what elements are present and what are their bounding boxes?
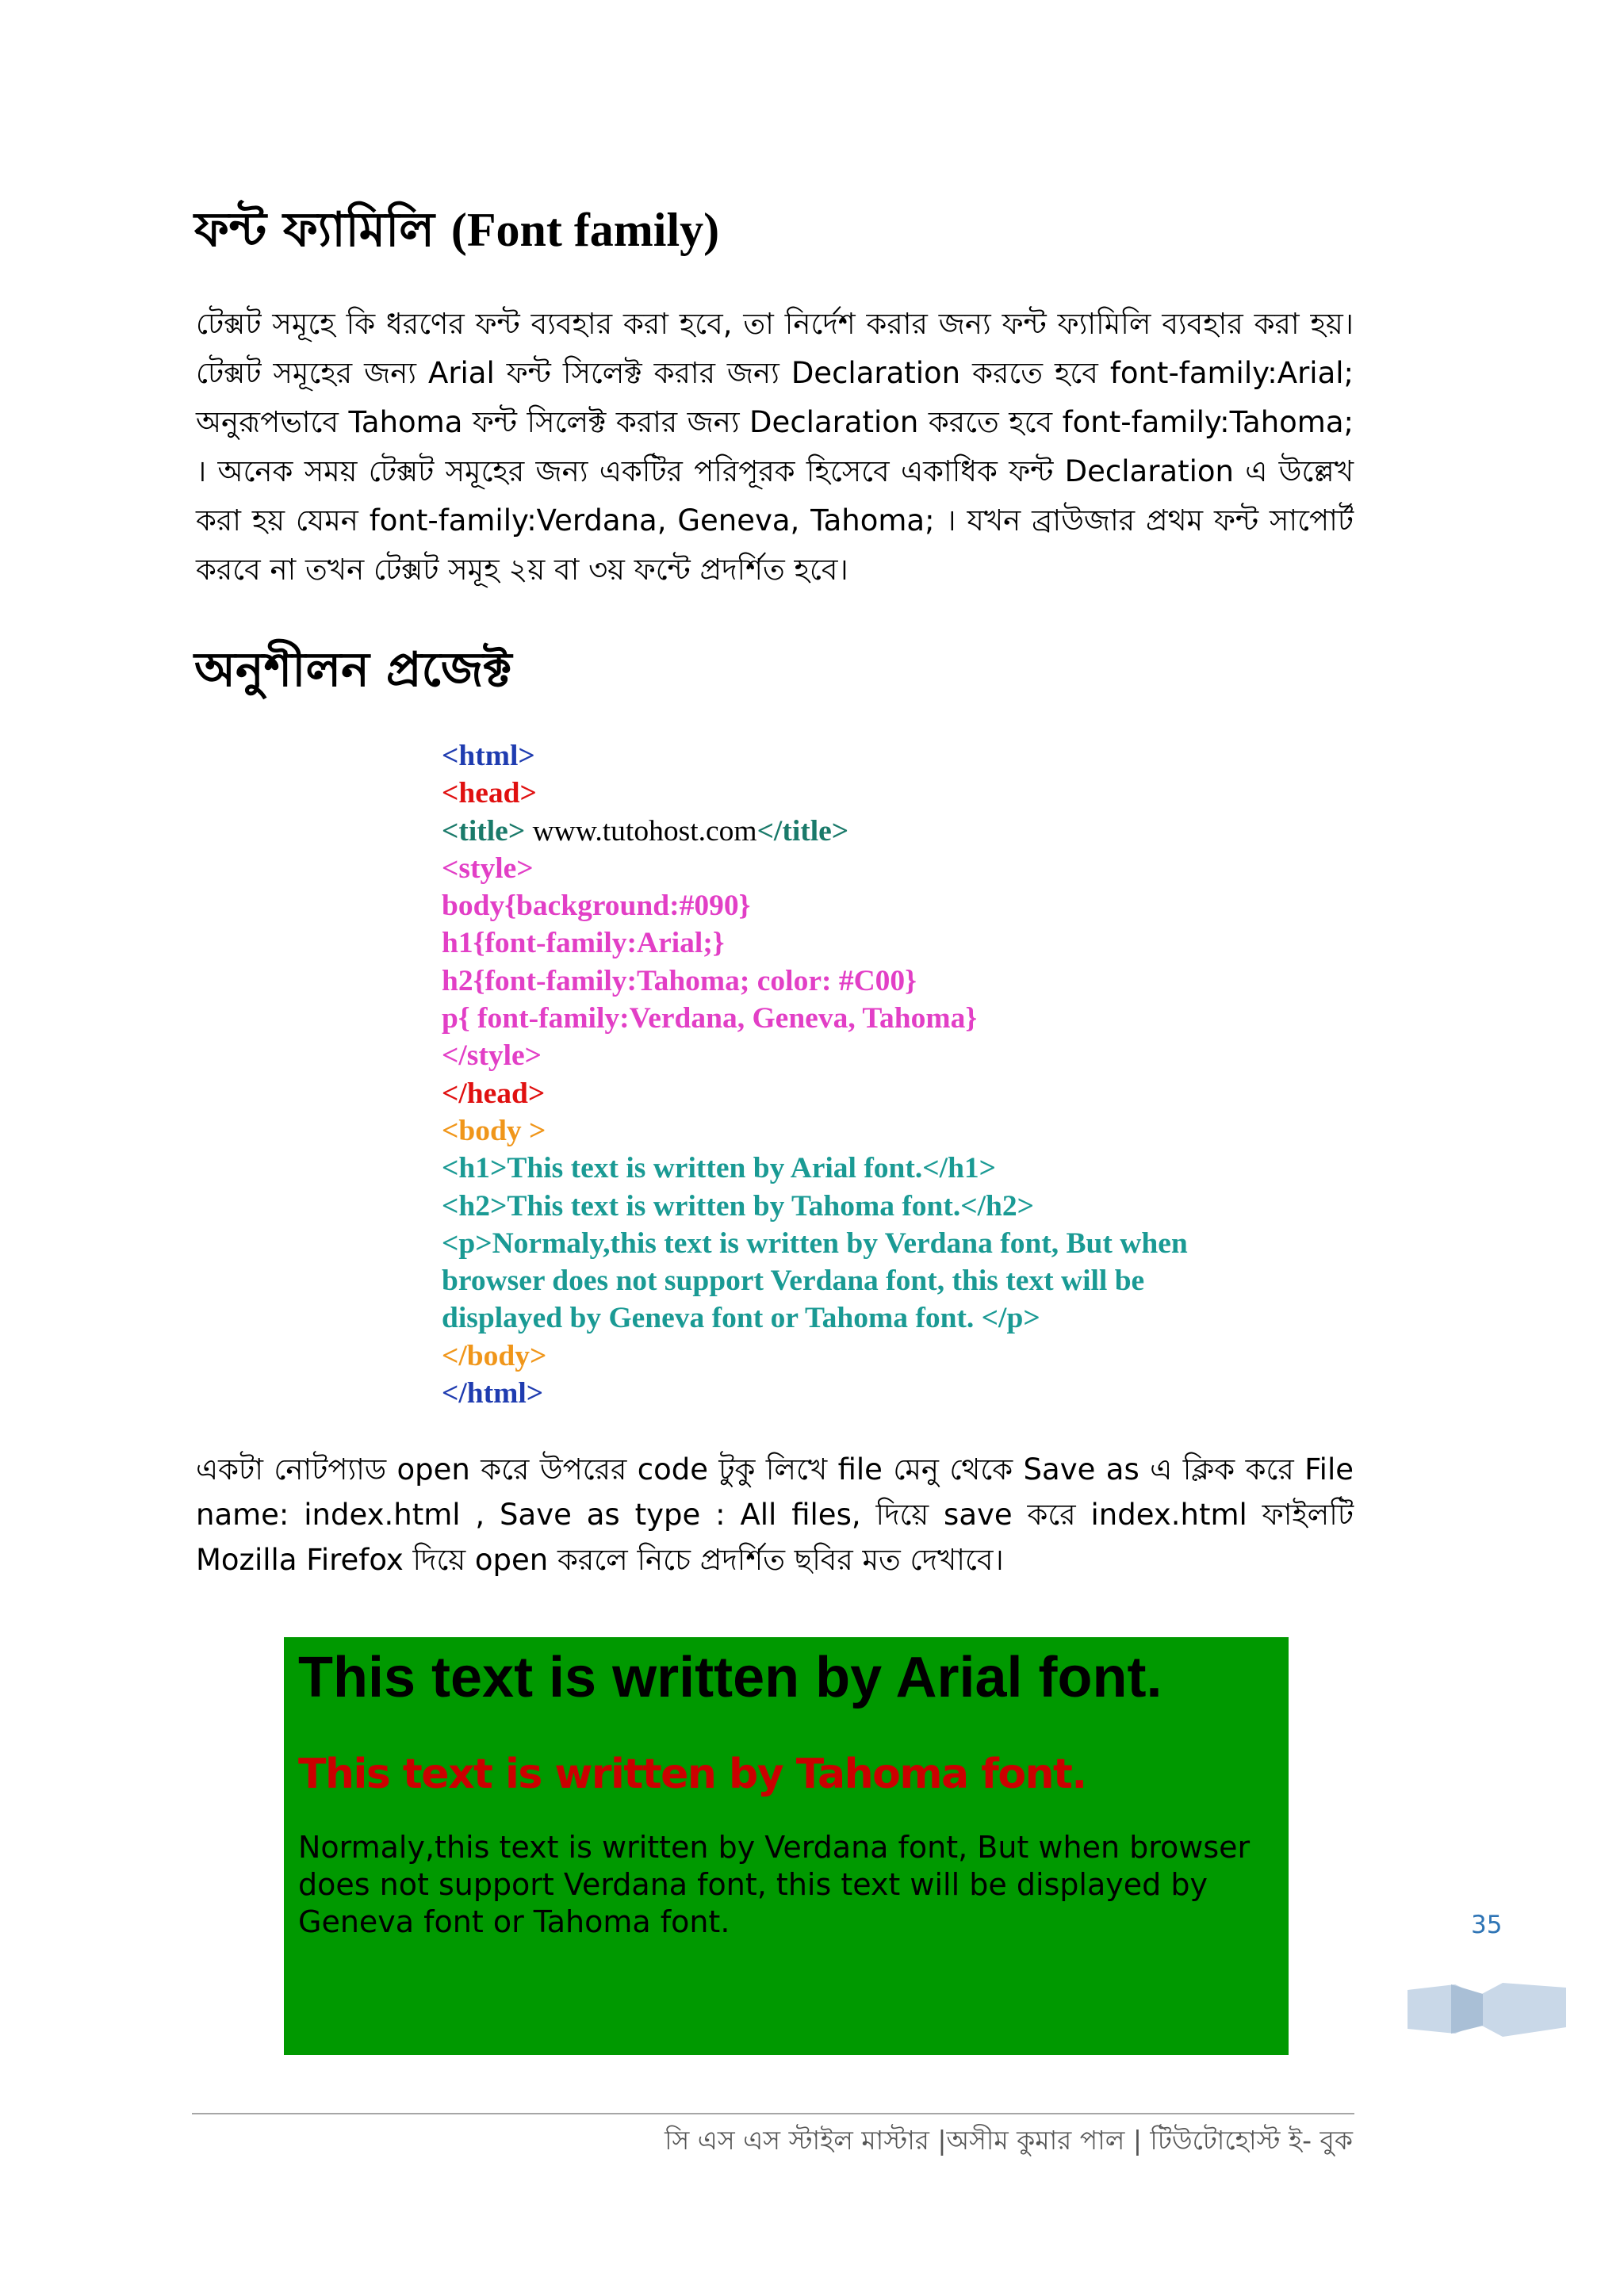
code-title-open-tag: <title> [442,814,526,848]
code-line-rule-p: p{ font-family:Verdana, Geneva, Tahoma} [442,1002,978,1035]
page-corner-ribbon-icon [1408,1978,1566,2042]
code-line-p-3: displayed by Geneva font or Tahoma font. </p> [442,1302,1040,1335]
code-line-html-open: <html> [442,740,535,772]
footer-text: সি এস এস স্টাইল মাস্টার |অসীম কুমার পাল | টিউটোহোস্ট ই- বুক [665,2125,1353,2156]
code-title-text: www.tutohost.com [525,814,757,848]
code-title-close-tag: </title> [756,814,849,848]
footer-divider [192,2113,1354,2114]
code-line-html-close: </html> [442,1377,544,1410]
intro-paragraph [196,300,1354,595]
code-line-h1: <h1>This text is written by Arial font.</h1> [442,1152,997,1185]
intro-text: টেক্সট সমূহে কি ধরণের ফন্ট ব্যবহার করা হবে, তা নির্দেশ করার জন্য ফন্ট ফ্যামিলি ব্যবহার করা হয়। টেক্সট সমূহের জন্য Arial ফন্ট সিলেক্ট করার জন্য Declaration করতে হবে font-family:Arial; অনুরূপভাবে Tahoma ফন্ট সিলেক্ট করার জন্য Declaration করতে হবে font-family:Tahoma; । অনেক সময় টেক্সট সমূহের জন্য একটির পরিপূরক হিসেবে একাধিক ফন্ট Declaration এ উল্লেখ করা হয় যেমন font-family:Verdana, Geneva, Tahoma; । যখন ব্রাউজার প্রথম ফন্ট সাপোর্ট করবে না তখন টেক্সট সমূহ ২য় বা ৩য় ফন্টে প্রদর্শিত হবে। [196,307,1354,587]
preview-heading-tahoma: This text is written by Tahoma font. [298,1751,1086,1798]
code-line-rule-body: body{background:#090} [442,890,751,923]
code-listing [442,737,1354,1412]
section-title-english: (Font family) [450,204,720,256]
instructions-text: একটা নোটপ্যাড open করে উপরের code টুকু লিখে file মেনু থেকে Save as এ ক্লিক করে File name: index.html , Save as type : All files, দিয়ে save করে index.html ফাইলটি Mozilla Firefox দিয়ে open করলে নিচে প্রদর্শিত ছবির মত দেখাবে। [196,1452,1354,1577]
code-line-title [442,813,1354,850]
preview-paragraph-verdana: Normaly,this text is written by Verdana font, But when browser does not support Verdana font, this text will be displayed by Geneva font or Tahoma font. [298,1830,1251,1939]
browser-output-preview [284,1637,1289,2055]
preview-heading-arial: This text is written by Arial font. [298,1646,1162,1709]
code-line-head-open: <head> [442,777,537,810]
code-line-style-open: <style> [442,851,534,885]
code-line-body-close: </body> [442,1339,547,1372]
code-line-p-1: <p>Normaly,this text is written by Verdana font, But when [442,1226,1188,1260]
code-line-rule-h2: h2{font-family:Tahoma; color: #C00} [442,964,917,997]
code-line-style-close: </style> [442,1039,542,1073]
code-line-p-2: browser does not support Verdana font, this text will be [442,1265,1145,1298]
project-heading: অনুশীলন প্রজেক্ট [194,642,512,698]
section-title [194,198,1384,262]
code-line-h2: <h2>This text is written by Tahoma font.</h2> [442,1189,1035,1223]
section-title-bengali: ফন্ট ফ্যামিলি [194,202,435,258]
code-line-rule-h1: h1{font-family:Arial;} [442,927,725,960]
code-line-head-close: </head> [442,1077,546,1110]
code-line-body-open: <body > [442,1114,546,1147]
page-number: 35 [1471,1911,1503,1939]
instructions-paragraph [196,1447,1354,1582]
